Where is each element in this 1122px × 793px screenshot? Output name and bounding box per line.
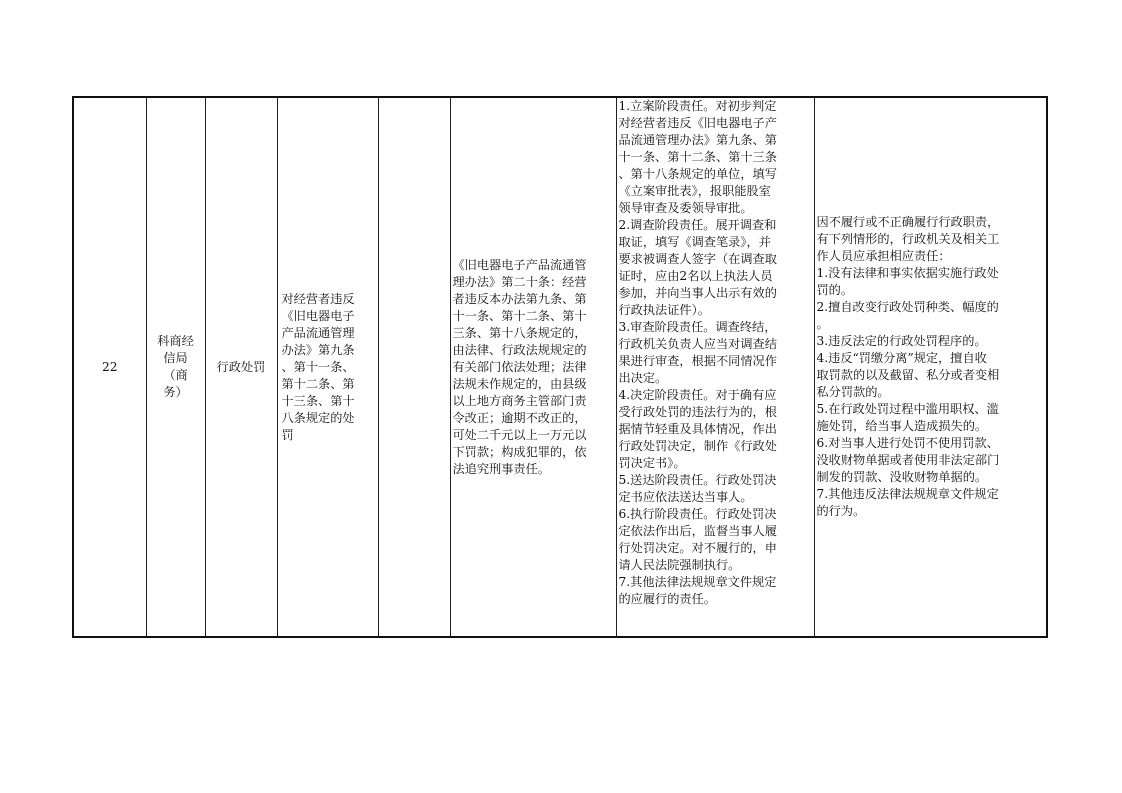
accountability-line: 5.在行政处罚过程中滥用职权、滥 xyxy=(816,402,999,416)
legal-basis-line: 由法律、行政法规规定的 xyxy=(452,342,587,357)
legal-basis-line: 理办法》第二十条：经营 xyxy=(452,274,587,289)
responsibility-line: 据情节轻重及具体情况，作出 xyxy=(618,422,777,436)
power-item-cell xyxy=(277,97,378,637)
accountability-line: 。 xyxy=(816,317,829,331)
accountability-line: 施处罚，给当事人造成损失的。 xyxy=(816,419,988,433)
responsibility-line: 罚决定书》。 xyxy=(618,456,686,470)
responsibility-line: 领导审查及委领导审批。 xyxy=(618,201,753,215)
accountability-line: 作人员应承担相应责任： xyxy=(816,249,951,263)
category-cell xyxy=(205,97,277,637)
legal-basis-line: 《旧电器电子产品流通管 xyxy=(452,257,587,272)
responsibility-line: 取证，填写《调查笔录》，并 xyxy=(618,235,771,249)
responsibility-line: 的应履行的责任。 xyxy=(618,592,716,606)
responsibility-line: 、第十八条规定的单位，填写 xyxy=(618,167,777,181)
responsibility-line: 定书应依法送达当事人。 xyxy=(618,490,753,504)
sub-item-cell xyxy=(378,97,450,637)
legal-basis-line: 以上地方商务主管部门责 xyxy=(452,393,587,408)
responsibility-line: 4.决定阶段责任。对于确有应 xyxy=(618,388,777,402)
department-line: （商 xyxy=(163,368,188,382)
responsibility-line: 1.立案阶段责任。对初步判定 xyxy=(618,99,777,113)
responsibility-line: 《立案审批表》，报职能股室 xyxy=(618,184,771,198)
power-item-line: 《旧电器电子 xyxy=(281,308,355,323)
legal-basis-line: 者违反本办法第九条、第 xyxy=(452,291,587,306)
responsibility-line: 品流通管理办法》第九条、第 xyxy=(618,133,777,147)
power-item-line: 十三条、第十 xyxy=(281,393,355,408)
department-cell xyxy=(146,97,205,637)
responsibility-line: 行政处罚决定，制作《行政处 xyxy=(618,439,777,453)
accountability-line: 因不履行或不正确履行行政职责， xyxy=(816,215,1000,229)
table-row xyxy=(73,97,1047,637)
accountability-line: 没收财物单据或者使用非法定部门 xyxy=(816,453,1000,467)
responsibility-line: 证时，应由2名以上执法人员 xyxy=(618,269,773,283)
accountability-line: 6.对当事人进行处罚不使用罚款、 xyxy=(816,436,999,450)
legal-basis-line: 法规未作规定的，由县级 xyxy=(452,376,587,391)
legal-basis-line: 令改正；逾期不改正的， xyxy=(452,410,587,425)
responsibility-line: 行政机关负责人应当对调查结 xyxy=(618,337,777,351)
responsibility-line: 5.送达阶段责任。行政处罚决 xyxy=(618,473,777,487)
responsibility-line: 十一条、第十二条、第十三条 xyxy=(618,150,777,164)
responsibility-line: 行政执法证件）。 xyxy=(618,303,710,317)
responsibility-line: 出决定。 xyxy=(618,371,668,385)
accountability-line: 1.没有法律和事实依据实施行政处 xyxy=(816,266,999,280)
accountability-line: 3.违反法定的行政处罚程序的。 xyxy=(816,334,987,348)
legal-basis-line: 下罚款；构成犯罪的，依 xyxy=(452,444,587,459)
accountability-line: 有下列情形的，行政机关及相关工 xyxy=(816,232,1000,246)
responsibility-line: 6.执行阶段责任。行政处罚决 xyxy=(618,507,777,521)
responsibility-line: 2.调查阶段责任。展开调查和 xyxy=(618,218,777,232)
legal-basis-line: 法追究刑事责任。 xyxy=(452,461,550,476)
responsibility-line: 受行政处罚的违法行为的，根 xyxy=(618,405,777,419)
responsibility-line: 定依法作出后，监督当事人履 xyxy=(618,524,777,538)
department-line: 信局 xyxy=(163,351,188,365)
power-item-line: 对经营者违反 xyxy=(281,291,355,306)
accountability-line: 罚的。 xyxy=(816,283,854,297)
responsibility-line: 果进行审查，根据不同情况作 xyxy=(618,354,777,368)
accountability-line: 制发的罚款、没收财物单据的。 xyxy=(816,470,988,484)
accountability-line: 取罚款的以及截留、私分或者变相 xyxy=(816,368,1000,382)
accountability-line: 4.违反“罚缴分离”规定，擅自收 xyxy=(816,351,987,365)
accountability-line: 私分罚款的。 xyxy=(816,385,890,399)
legal-basis-line: 有关部门依法处理；法律 xyxy=(452,359,587,374)
responsibility-line: 行处罚决定。对不履行的，申 xyxy=(618,541,777,555)
responsibility-line: 3.审查阶段责任。调查终结， xyxy=(618,320,777,334)
responsibility-line: 参加，并向当事人出示有效的 xyxy=(618,286,777,300)
power-category: 行政处罚 xyxy=(216,359,266,374)
legal-basis-line: 十一条、第十二条、第十 xyxy=(452,308,587,323)
power-item-line: 第十二条、第 xyxy=(281,376,355,391)
responsibility-line: 对经营者违反《旧电器电子产 xyxy=(618,116,777,130)
row-number-cell xyxy=(73,97,146,637)
power-item-line: 办法》第九条 xyxy=(281,342,355,357)
department-line: 务） xyxy=(163,385,188,399)
accountability-line: 的行为。 xyxy=(816,504,866,518)
power-item-line: 八条规定的处 xyxy=(281,410,355,425)
power-item-line: 罚 xyxy=(281,427,294,442)
responsibility-cell xyxy=(616,97,814,637)
department-line: 科商经 xyxy=(157,334,194,348)
responsibility-line: 请人民法院强制执行。 xyxy=(618,558,741,572)
row-number: 22 xyxy=(101,359,118,374)
power-item-line: 产品流通管理 xyxy=(281,325,355,340)
legal-basis-line: 三条、第十八条规定的， xyxy=(452,325,587,340)
power-list-table xyxy=(72,96,1048,638)
accountability-line: 2.擅自改变行政处罚种类、幅度的 xyxy=(816,300,999,314)
responsibility-line: 要求被调查人签字（在调查取 xyxy=(618,252,777,266)
legal-basis-line: 可处二千元以上一万元以 xyxy=(452,427,587,442)
responsibility-line: 7.其他法律法规规章文件规定 xyxy=(618,575,777,589)
legal-basis-cell xyxy=(450,97,616,637)
accountability-line: 7.其他违反法律法规规章文件规定 xyxy=(816,487,999,501)
power-item-line: 、第十一条、 xyxy=(281,359,355,374)
accountability-cell xyxy=(814,97,1047,637)
